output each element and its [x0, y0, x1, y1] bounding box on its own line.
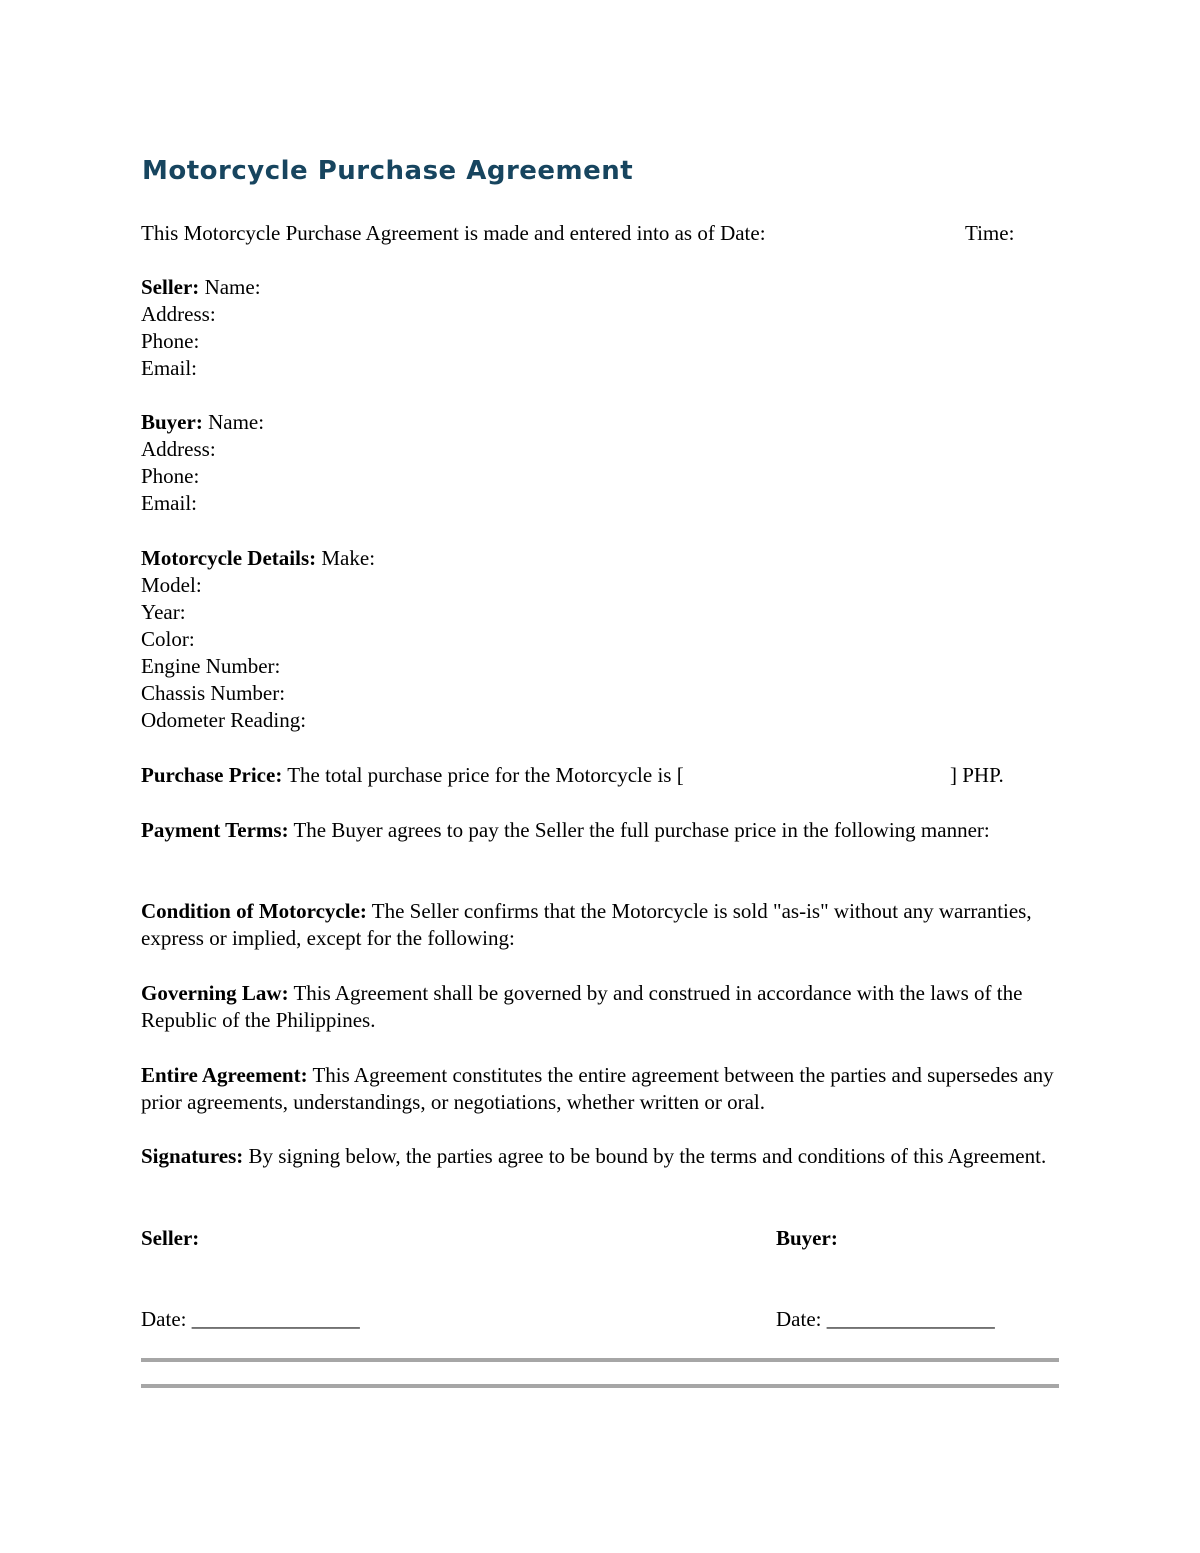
signatures-paragraph [141, 1143, 1056, 1170]
document-title: Motorcycle Purchase Agreement [142, 156, 634, 186]
seller-address-label: Address: [141, 302, 216, 326]
buyer-signature-label-text: Buyer: [776, 1226, 838, 1250]
buyer-name-label: Name: [208, 410, 265, 434]
motorcycle-chassis-label: Chassis Number: [141, 681, 286, 705]
motorcycle-color-label: Color: [141, 627, 195, 651]
seller-signature-label-text: Seller: [141, 1226, 200, 1250]
intro-text: This Motorcycle Purchase Agreement is made and entered into as of Date: [141, 221, 766, 245]
buyer-date-line: Date: ________________ [776, 1307, 995, 1331]
motorcycle-make-line [141, 545, 375, 572]
payment-terms-paragraph [141, 817, 1056, 844]
seller-heading: Seller: [141, 275, 200, 299]
condition-text: The Seller confirms that the Motorcycle is sold "as-is" without any warranties, express or implied, except for the following: [141, 899, 1032, 950]
condition-heading: Condition of Motorcycle: [141, 899, 367, 923]
motorcycle-odometer-label: Odometer Reading: [141, 708, 307, 732]
motorcycle-heading: Motorcycle Details: [141, 546, 317, 570]
motorcycle-model-label: Model: [141, 573, 202, 597]
governing-law-text: This Agreement shall be governed by and construed in accordance with the laws of the Republic of the Philippines. [141, 981, 1023, 1032]
governing-law-heading: Governing Law: [141, 981, 289, 1005]
signatures-text: By signing below, the parties agree to be bound by the terms and conditions of this Agreement. [248, 1144, 1047, 1168]
motorcycle-year-label: Year: [141, 600, 186, 624]
buyer-signature-label [776, 1225, 838, 1252]
signatures-heading: Signatures: [141, 1144, 244, 1168]
condition-paragraph [141, 898, 1056, 952]
purchase-price-suffix: ] PHP. [950, 763, 1004, 787]
governing-law-paragraph [141, 980, 1056, 1034]
purchase-price-line [141, 762, 684, 789]
seller-phone-label: Phone: [141, 329, 200, 353]
entire-agreement-heading: Entire Agreement: [141, 1063, 308, 1087]
seller-name-label: Name: [204, 275, 261, 299]
buyer-phone-label: Phone: [141, 464, 200, 488]
entire-agreement-text: This Agreement constitutes the entire agreement between the parties and supersedes any prior agreements, understandings, or negotiations, whether written or oral. [141, 1063, 1054, 1114]
motorcycle-engine-label: Engine Number: [141, 654, 281, 678]
purchase-price-text: The total purchase price for the Motorcycle is [ [287, 763, 684, 787]
buyer-address-label: Address: [141, 437, 216, 461]
intro-line [141, 220, 766, 247]
payment-terms-text: The Buyer agrees to pay the Seller the full purchase price in the following manner: [293, 818, 990, 842]
motorcycle-make-label: Make: [321, 546, 376, 570]
payment-terms-heading: Payment Terms: [141, 818, 289, 842]
horizontal-rule [141, 1384, 1059, 1388]
buyer-email-label: Email: [141, 491, 197, 515]
seller-name-line [141, 274, 261, 301]
entire-agreement-paragraph [141, 1062, 1056, 1116]
seller-signature-label [141, 1225, 199, 1252]
horizontal-rule [141, 1358, 1059, 1362]
seller-email-label: Email: [141, 356, 197, 380]
purchase-price-heading: Purchase Price: [141, 763, 283, 787]
buyer-name-line [141, 409, 264, 436]
buyer-heading: Buyer: [141, 410, 203, 434]
seller-date-line: Date: ________________ [141, 1307, 360, 1331]
intro-time-label: Time: [965, 221, 1015, 245]
